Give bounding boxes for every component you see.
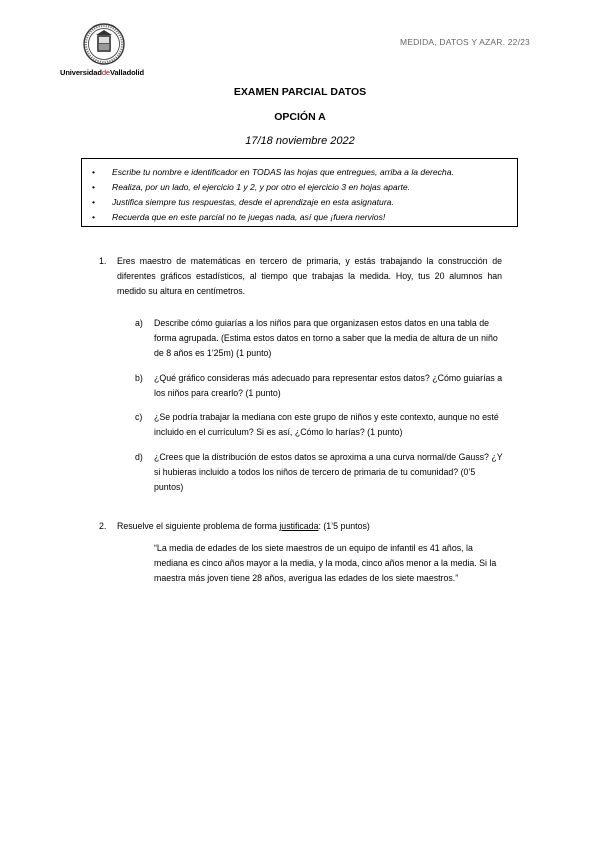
question-1-part-b xyxy=(135,371,504,401)
part-label: a) xyxy=(135,318,143,328)
instruction-item: • Realiza, por un lado, el ejercicio 1 y 2, y por otro el ejercicio 3 en hojas aparte. xyxy=(92,180,509,195)
instructions-box xyxy=(81,158,518,227)
part-label: c) xyxy=(135,412,143,422)
instruction-item: • Escribe tu nombre e identificador en TODAS las hojas que entregues, arriba a la derecha. xyxy=(92,165,509,180)
underlined-word: justificada xyxy=(279,521,319,531)
part-text: ¿Se podría trabajar la mediana con este grupo de niños y este contexto, aunque no esté incluido en el currículum? Si es así, ¿Cómo lo harías? (1 punto) xyxy=(154,412,499,437)
part-label: d) xyxy=(135,452,143,462)
university-name: UniversidaddeValladolid xyxy=(60,68,145,77)
university-seal-icon xyxy=(82,22,126,66)
instruction-item: • Recuerda que en este parcial no te juegas nada, así que ¡fuera nervios! xyxy=(92,210,509,225)
question-text: Eres maestro de matemáticas en tercero de primaria, y estás trabajando la construcción de diferentes gráficos estadísticos, al tiempo que trabajas la medida. Hoy, tus 20 alumnos han medido su altura en centímetros. xyxy=(117,256,502,296)
bullet-icon: • xyxy=(92,167,96,177)
question-number: 2. xyxy=(99,521,107,531)
bullet-icon: • xyxy=(92,197,96,207)
exam-date: 17/18 noviembre 2022 xyxy=(245,135,355,147)
instruction-item: • Justifica siempre tus respuestas, desde el aprendizaje en esta asignatura. xyxy=(92,195,509,210)
question-1 xyxy=(99,254,502,299)
question-2: 2. Resuelve el siguiente problema de forma justificada: (1’5 puntos) xyxy=(117,519,370,534)
question-1-part-a xyxy=(135,316,504,361)
part-text: ¿Qué gráfico consideras más adecuado para representar estos datos? ¿Cómo guiarías a los niños para crearlo? (1 punto) xyxy=(154,373,503,398)
exam-title: EXAMEN PARCIAL DATOS xyxy=(233,86,367,98)
part-text: ¿Crees que la distribución de estos datos se aproxima a una curva normal/de Gauss? ¿Y si hubieras incluido a todos los niños de tercero de primaria de tu comunidad? (0’5 puntos) xyxy=(154,452,503,492)
problem-quote: “La media de edades de los siete maestros de un equipo de infantil es 41 años, la mediana es cinco años mayor a la media, y la moda, cinco años menor a la media. Si la maestra más joven tiene 28 años, averigua las edades de los siete maestros.” xyxy=(154,543,497,583)
question-1-part-d xyxy=(135,450,504,495)
question-number: 1. xyxy=(99,256,107,266)
university-logo xyxy=(60,22,160,77)
exam-option: OPCIÓN A xyxy=(274,111,326,123)
bullet-icon: • xyxy=(92,182,96,192)
course-label: MEDIDA, DATOS Y AZAR. 22/23 xyxy=(400,37,530,47)
question-1-part-c xyxy=(135,410,504,440)
bullet-icon: • xyxy=(92,212,96,222)
part-label: b) xyxy=(135,373,143,383)
part-text: Describe cómo guiarías a los niños para que organizasen estos datos en una tabla de forma agrupada. (Estima estos datos en torno a saber que la media de altura de un niño de 8 años es 1’25m) (1 punto) xyxy=(154,318,498,358)
